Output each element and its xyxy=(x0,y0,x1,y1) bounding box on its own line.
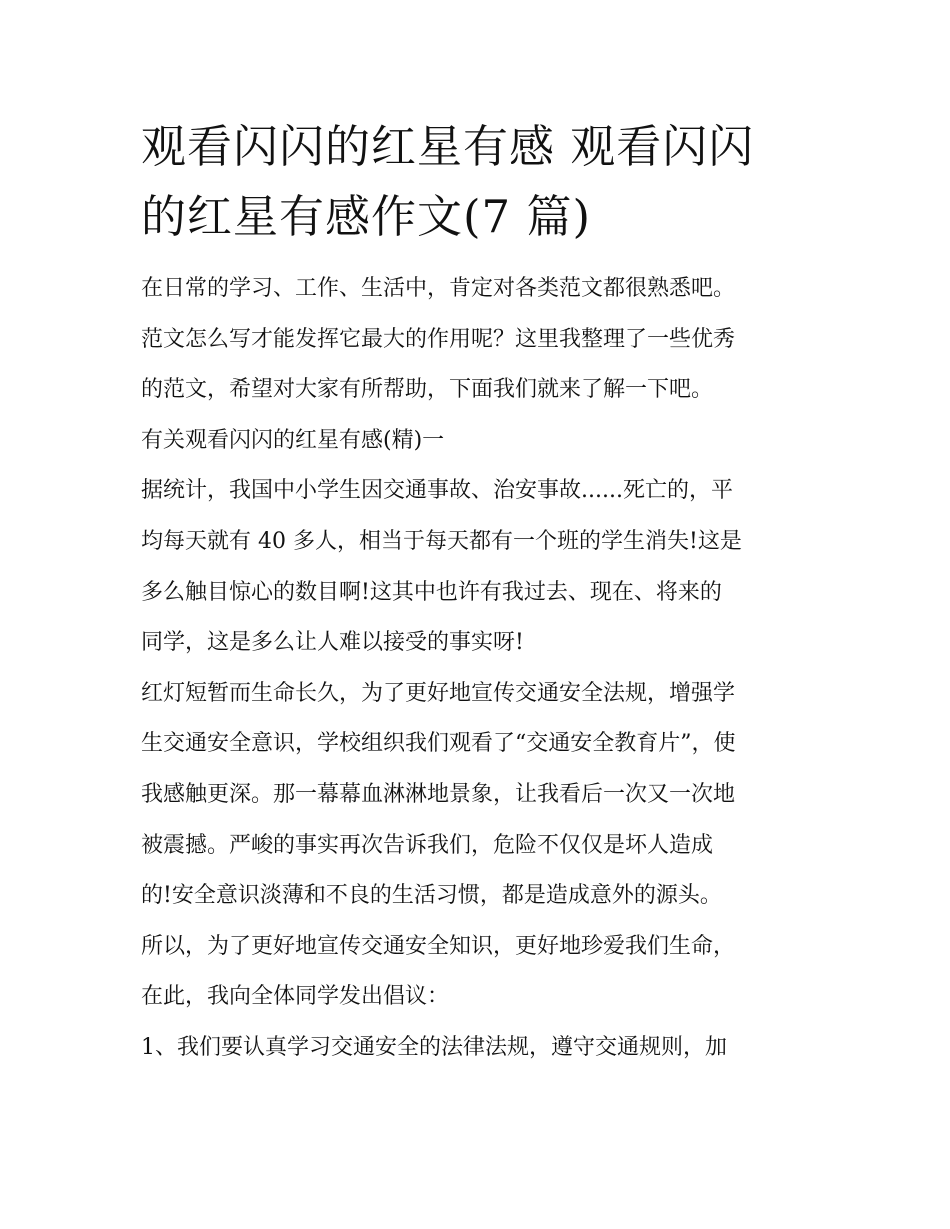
body-line-15: 在此，我向全体同学发出倡议： xyxy=(141,984,450,1010)
body-line-5: 据统计，我国中小学生因交通事故、治安事故......死亡的，平 xyxy=(141,478,733,504)
body-line-13: 的!安全意识淡薄和不良的生活习惯，都是造成意外的源头。 xyxy=(141,883,722,909)
body-line-6: 均每天就有 40 多人，相当于每天都有一个班的学生消失!这是 xyxy=(141,528,742,554)
body-line-1: 在日常的学习、工作、生活中，肯定对各类范文都很熟悉吧。 xyxy=(141,276,736,301)
title-line-1: 观看闪闪的红星有感 观看闪闪 xyxy=(141,120,755,173)
body-line-2: 范文怎么写才能发挥它最大的作用呢？这里我整理了一些优秀 xyxy=(141,326,736,352)
body-line-14: 所以，为了更好地宣传交通安全知识，更好地珍爱我们生命， xyxy=(141,933,736,959)
body-line-8: 同学，这是多么让人难以接受的事实呀! xyxy=(141,630,524,656)
document-content xyxy=(141,112,813,1074)
body-line-7: 多么触目惊心的数目啊!这其中也许有我过去、现在、将来的 xyxy=(141,579,722,605)
document-body xyxy=(141,264,813,1074)
body-line-16: 1、我们要认真学习交通安全的法律法规，遵守交通规则，加 xyxy=(141,1034,727,1060)
body-line-10: 生交通安全意识，学校组织我们观看了“交通安全教育片”，使 xyxy=(141,731,736,757)
title-line-2: 的红星有感作文(7 篇) xyxy=(141,190,592,243)
body-line-12: 被震撼。严峻的事实再次告诉我们，危险不仅仅是坏人造成 xyxy=(141,832,714,858)
body-line-3: 的范文，希望对大家有所帮助，下面我们就来了解一下吧。 xyxy=(141,377,714,403)
section-heading: 有关观看闪闪的红星有感(精)一 xyxy=(141,427,445,453)
body-line-11: 我感触更深。那一幕幕血淋淋地景象，让我看后一次又一次地 xyxy=(141,781,736,807)
document-title xyxy=(141,112,813,252)
body-line-9: 红灯短暂而生命长久，为了更好地宣传交通安全法规，增强学 xyxy=(141,680,736,706)
